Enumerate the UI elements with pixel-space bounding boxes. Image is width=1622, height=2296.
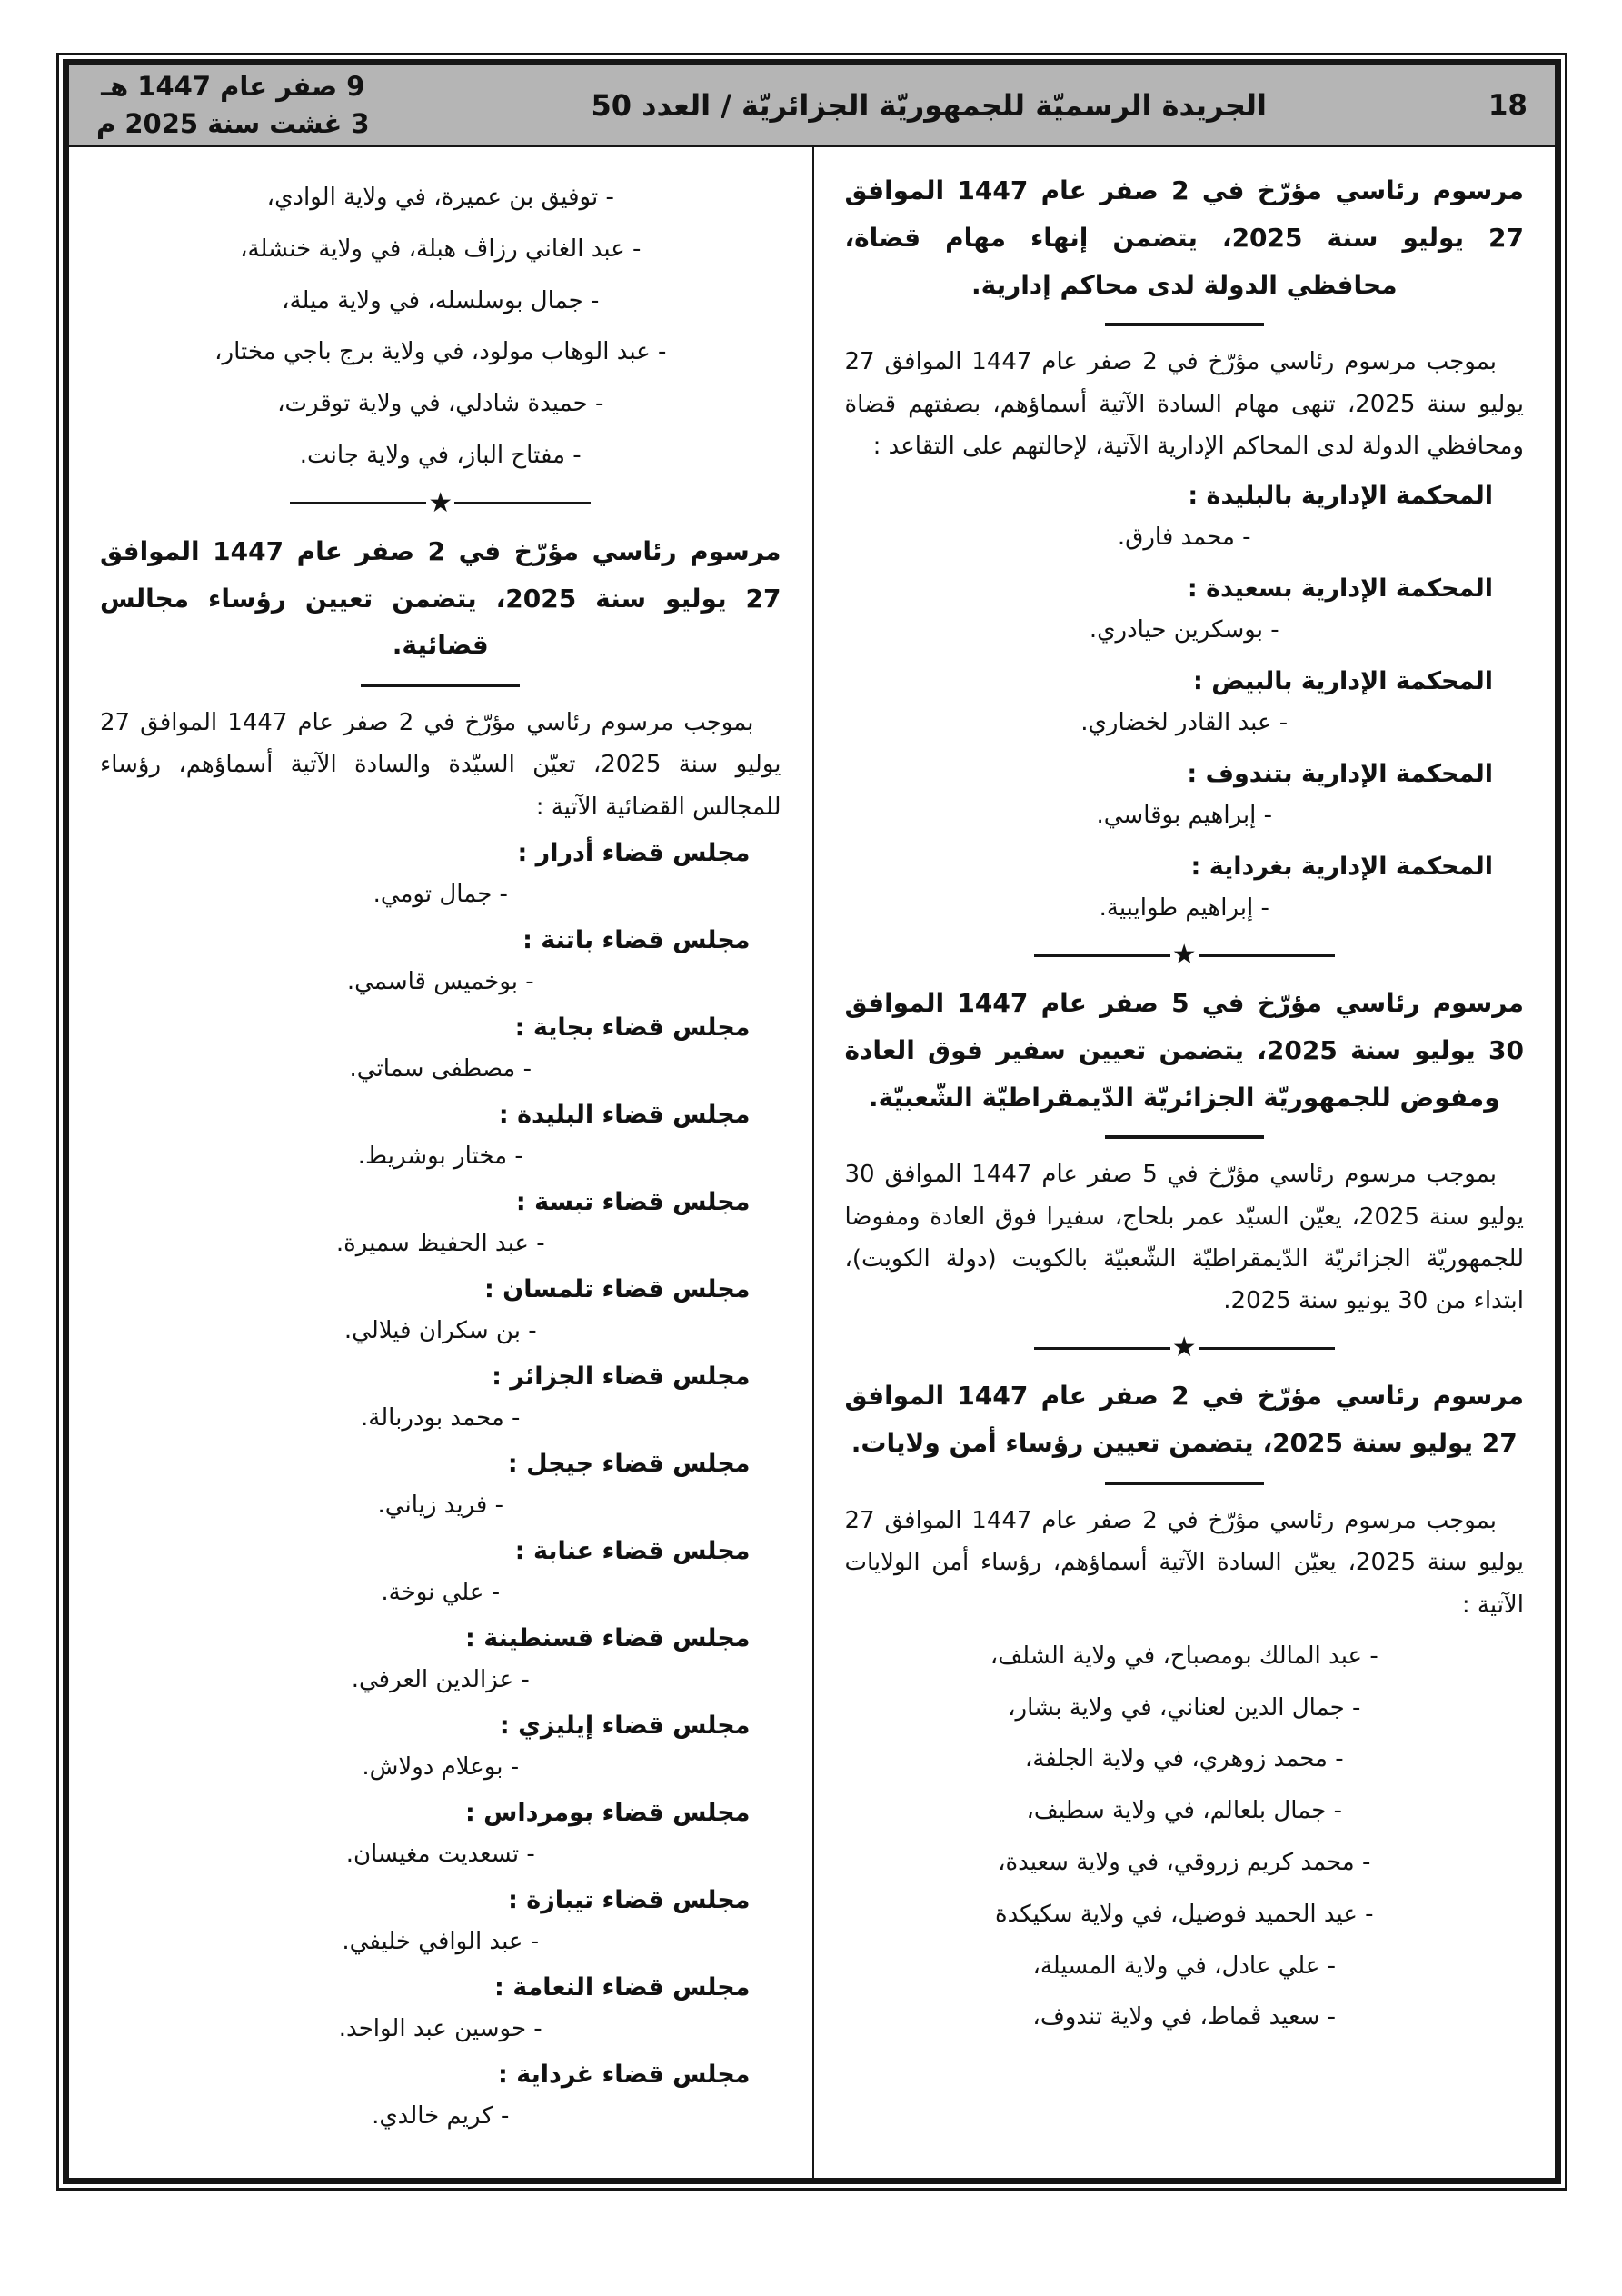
decree-title-end-functions: مرسوم رئاسي مؤرّخ في 2 صفر عام 1447 الموافق 27 يوليو سنة 2025، يتضمن إنهاء مهام قضاة، محافظي الدولة لدى محاكم إدارية. xyxy=(844,175,1525,300)
council-name: مجلس قضاء النعامة : xyxy=(494,1972,751,2002)
decree-title-council-presidents: مرسوم رئاسي مؤرّخ في 2 صفر عام 1447 الموافق 27 يوليو سنة 2025، يتضمن تعيين رؤساء مجالس قضائية. xyxy=(100,535,781,661)
star-icon: ★ xyxy=(1171,939,1197,972)
decree-intro-council-presidents: بموجب مرسوم رئاسي مؤرّخ في 2 صفر عام 1447 الموافق 27 يوليو سنة 2025، تعيّن السيّدة والسادة الآتية أسماؤهم، رؤساء للمجالس القضائية الآتية : xyxy=(100,709,781,821)
continuation-item: - عبد الغاني رزاڤ هبلة، في ولاية خنشلة، xyxy=(240,235,642,263)
continuation-item: - عبد الوهاب مولود، في ولاية برج باجي مختار، xyxy=(214,338,667,366)
court-name: المحكمة الإدارية بغرداية : xyxy=(1190,853,1493,882)
court-appointee: - بوسكرين حيادري. xyxy=(1089,616,1279,644)
separator-bar xyxy=(290,502,426,504)
court-name: المحكمة الإدارية بتندوف : xyxy=(1187,760,1493,789)
council-name: مجلس قضاء عنابة : xyxy=(514,1536,751,1565)
council-president: - عبد الحفيظ سميرة. xyxy=(335,1230,545,1258)
council-president: - كريم خالدي. xyxy=(372,2101,510,2130)
title-separator xyxy=(1105,1135,1264,1139)
security-chief-item: - علي عادل، في ولاية المسيلة، xyxy=(1032,1952,1337,1980)
council-president: - فريد زياني. xyxy=(377,1492,503,1519)
council-name: مجلس قضاء بجاية : xyxy=(514,1013,751,1042)
council-president: - حوسين عبد الواحد. xyxy=(338,2014,542,2042)
decree-body-ambassador: بموجب مرسوم رئاسي مؤرّخ في 5 صفر عام 1447 الموافق 30 يوليو سنة 2025، يعيّن السيّد عمر بلحاج، سفيرا فوق العادة ومفوضا للجمهوريّة الجزائريّة الدّيمقراطيّة الشّعبيّة بالكويت (دولة الكويت)، ابتداء من 30 يونيو سنة 2025. xyxy=(844,1161,1525,1315)
page-frame xyxy=(56,53,1567,2191)
page-number: 18 xyxy=(1488,88,1527,122)
decree-title-security-chiefs: مرسوم رئاسي مؤرّخ في 2 صفر عام 1447 الموافق 27 يوليو سنة 2025، يتضمن تعيين رؤساء أمن ولايات. xyxy=(844,1381,1524,1459)
header-dates xyxy=(96,68,370,142)
journal-title: الجريدة الرسميّة للجمهوريّة الجزائريّة / العدد 50 xyxy=(591,87,1267,123)
court-appointee: - عبد القادر لخضاري. xyxy=(1080,709,1289,737)
council-name: مجلس قضاء جيجل : xyxy=(507,1449,751,1478)
administrative-courts-list xyxy=(845,474,1525,929)
council-president: - محمد بودربالة. xyxy=(361,1404,521,1433)
council-name: مجلس قضاء أدرار : xyxy=(517,838,751,867)
council-president: - بن سكران فيلالي. xyxy=(343,1317,537,1345)
council-name: مجلس قضاء الجزائر : xyxy=(492,1362,751,1391)
title-separator xyxy=(1105,1482,1264,1485)
security-chiefs-continuation-list xyxy=(100,176,781,477)
hijri-date: 9 صفر عام 1447 هـ xyxy=(101,70,365,102)
decree-title-ambassador: مرسوم رئاسي مؤرّخ في 5 صفر عام 1447 الموافق 30 يوليو سنة 2025، يتضمن تعيين سفير فوق العادة ومفوض للجمهوريّة الجزائريّة الدّيمقراطيّة الشّعبيّة. xyxy=(844,988,1524,1113)
page-frame-inner xyxy=(63,59,1561,2184)
star-icon: ★ xyxy=(1171,1332,1197,1364)
title-separator xyxy=(361,684,520,687)
council-name: مجلس قضاء البليدة : xyxy=(498,1100,751,1129)
council-name: مجلس قضاء إيليزي : xyxy=(499,1711,751,1740)
star-separator xyxy=(845,939,1525,972)
court-appointee: - إبراهيم بوقاسي. xyxy=(1096,802,1273,830)
security-chief-item: - عبد المالك بومصباح، في ولاية الشلف، xyxy=(990,1642,1378,1670)
court-appointee: - محمد فارق. xyxy=(1117,524,1251,552)
security-chief-item: - عيد الحميد فوضيل، في ولاية سكيكدة xyxy=(994,1900,1374,1928)
separator-bar xyxy=(1199,1347,1335,1350)
continuation-item: - حميدة شادلي، في ولاية توقرت، xyxy=(277,390,604,418)
council-president: - عزالدين العرفي. xyxy=(351,1665,530,1693)
security-chief-item: - جمال الدين لعناني، في ولاية بشار، xyxy=(1008,1693,1361,1722)
decree-intro-security-chiefs: بموجب مرسوم رئاسي مؤرّخ في 2 صفر عام 1447 الموافق 27 يوليو سنة 2025، يعيّن السادة الآتية أسماؤهم، رؤساء أمن الولايات الآتية : xyxy=(844,1507,1524,1619)
security-chief-item: - محمد زوهري، في ولاية الجلفة، xyxy=(1024,1745,1344,1773)
council-president: - عبد الوافي خليفي. xyxy=(342,1927,540,1955)
council-name: مجلس قضاء تيبازة : xyxy=(508,1885,751,1914)
court-name: المحكمة الإدارية بسعيدة : xyxy=(1187,574,1493,604)
council-president: - تسعديت مغيسان. xyxy=(345,1840,535,1868)
continuation-item: - مفتاح الباز، في ولاية جانت. xyxy=(299,441,582,469)
court-appointee: - إبراهيم طوايبية. xyxy=(1099,894,1269,923)
council-president: - بوخميس قاسمي. xyxy=(346,968,534,996)
council-name: مجلس قضاء غرداية : xyxy=(498,2060,751,2089)
council-president: - علي نوخة. xyxy=(381,1578,501,1606)
separator-bar xyxy=(454,502,591,504)
council-name: مجلس قضاء باتنة : xyxy=(522,925,751,954)
continuation-item: - توفيق بن عميرة، في ولاية الوادي، xyxy=(266,184,614,211)
separator-bar xyxy=(1034,954,1170,957)
council-president: - جمال تومي. xyxy=(373,881,508,909)
security-chiefs-list xyxy=(845,1635,1525,2039)
security-chief-item: - جمال بلعالم، في ولاية سطيف، xyxy=(1026,1797,1342,1825)
security-chief-item: - محمد كريم زروقي، في ولاية سعيدة، xyxy=(998,1849,1371,1877)
content-columns xyxy=(69,147,1555,2178)
decree-intro-end-functions: بموجب مرسوم رئاسي مؤرّخ في 2 صفر عام 1447 الموافق 27 يوليو سنة 2025، تنهى مهام السادة الآتية أسماؤهم، بصفتهم قضاة ومحافظي الدولة لدى المحاكم الإدارية الآتية، لإحالتهم على التقاعد : xyxy=(844,348,1524,460)
star-separator xyxy=(845,1334,1525,1362)
council-president: - بوعلام دولاش. xyxy=(362,1752,520,1781)
continuation-item: - جمال بوسلسله، في ولاية ميلة، xyxy=(282,286,600,314)
column-right xyxy=(812,147,1556,2178)
council-name: مجلس قضاء تلمسان : xyxy=(483,1274,751,1303)
star-icon: ★ xyxy=(428,486,453,519)
court-name: المحكمة الإدارية بالبيض : xyxy=(1193,667,1493,696)
council-name: مجلس قضاء بومرداس : xyxy=(464,1798,751,1827)
council-name: مجلس قضاء قسنطينة : xyxy=(465,1623,751,1652)
separator-bar xyxy=(1199,954,1335,957)
council-name: مجلس قضاء تبسة : xyxy=(515,1187,751,1216)
page-header xyxy=(69,65,1555,147)
star-separator xyxy=(100,486,781,519)
gregorian-date: 3 غشت سنة 2025 م xyxy=(96,107,370,139)
court-name: المحكمة الإدارية بالبليدة : xyxy=(1188,482,1493,511)
title-separator xyxy=(1105,323,1264,326)
separator-bar xyxy=(1034,1347,1170,1350)
council-president: - مختار بوشريط. xyxy=(357,1143,523,1171)
judicial-councils-list xyxy=(100,832,781,2137)
council-president: - مصطفى سماتي. xyxy=(349,1055,532,1083)
security-chief-item: - سعيد ڤماط، في ولاية تندوف، xyxy=(1032,2003,1337,2031)
column-left xyxy=(69,147,812,2178)
